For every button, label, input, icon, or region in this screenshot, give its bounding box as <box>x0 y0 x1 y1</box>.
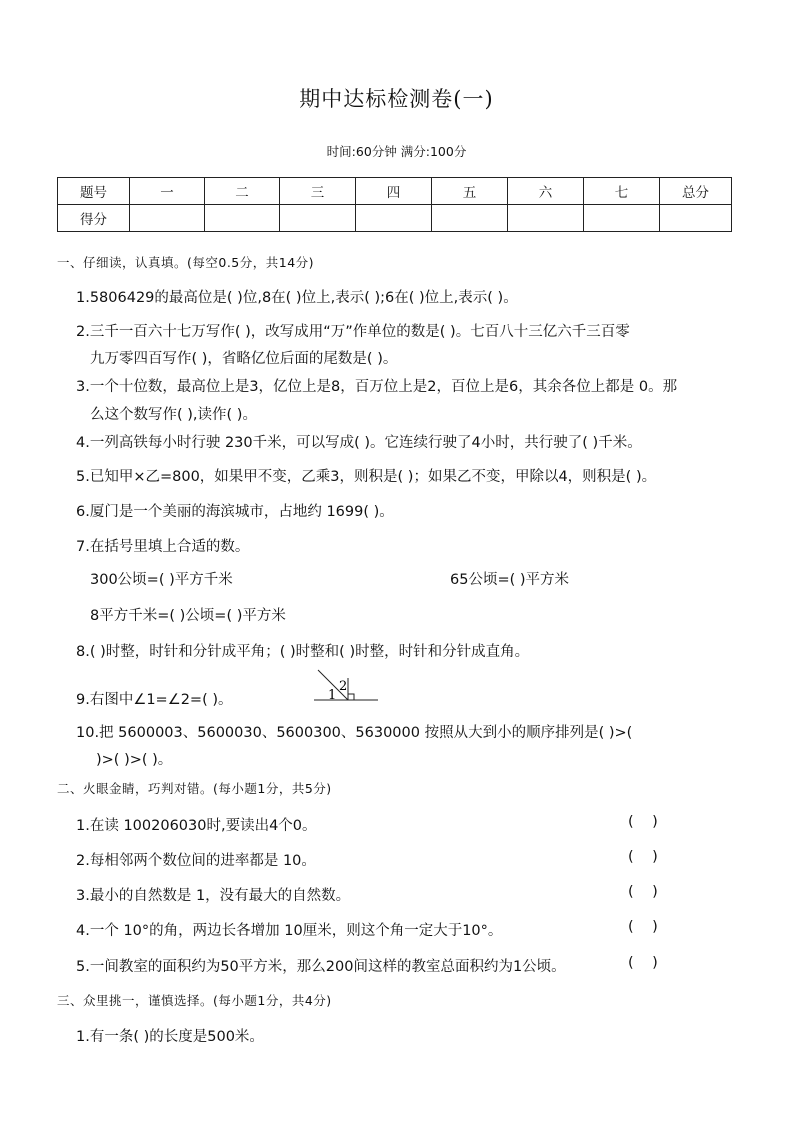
question-1-3-continued: 么这个数写作( ),读作( )。 <box>90 407 257 423</box>
score-header-cell: 五 <box>432 178 508 205</box>
choice-question-1: 1.有一条( )的长度是500米。 <box>76 1029 264 1045</box>
section-3-heading: 三、众里挑一，谨慎选择。(每小题1分，共4分) <box>57 993 332 1008</box>
score-row-label: 得分 <box>58 205 130 232</box>
judge-item: 1.在读 100206030时,要读出4个0。 <box>76 818 317 834</box>
question-1-2: 2.三千一百六十七万写作( )，改写成用“万”作单位的数是( )。七百八十三亿六千三百零 <box>76 324 630 340</box>
question-1-7-b: 65公顷=( )平方米 <box>450 572 570 588</box>
angle-2-label: 2 <box>339 679 348 694</box>
answer-paren[interactable]: ( ) <box>628 919 658 935</box>
score-cell[interactable] <box>205 205 280 232</box>
score-table-header-row <box>58 178 732 205</box>
score-header-cell: 三 <box>280 178 356 205</box>
score-cell[interactable] <box>356 205 432 232</box>
question-1-7-a: 300公顷=( )平方千米 <box>90 572 233 588</box>
judge-item: 2.每相邻两个数位间的进率都是 10。 <box>76 853 316 869</box>
score-header-cell: 总分 <box>660 178 732 205</box>
section-2-heading: 二、火眼金睛，巧判对错。(每小题1分，共5分) <box>57 781 332 796</box>
judge-item: 3.最小的自然数是 1，没有最大的自然数。 <box>76 888 351 904</box>
right-angle-mark <box>348 694 354 700</box>
score-cell[interactable] <box>660 205 732 232</box>
score-table <box>57 177 732 232</box>
answer-paren[interactable]: ( ) <box>628 884 658 900</box>
score-cell[interactable] <box>584 205 660 232</box>
score-cell[interactable] <box>130 205 205 232</box>
answer-paren[interactable]: ( ) <box>628 849 658 865</box>
question-1-9: 9.右图中∠1=∠2=( )。 <box>76 692 233 708</box>
question-1-8: 8.( )时整，时针和分针成平角；( )时整和( )时整，时针和分针成直角。 <box>76 644 530 660</box>
question-1-7: 7.在括号里填上合适的数。 <box>76 539 250 555</box>
angle-figure <box>312 668 382 704</box>
score-header-cell: 二 <box>205 178 280 205</box>
page-title: 期中达标检测卷(一) <box>299 87 494 111</box>
angle-1-label: 1 <box>328 688 337 703</box>
score-header-cell: 七 <box>584 178 660 205</box>
score-table-score-row <box>58 205 732 232</box>
score-header-cell: 六 <box>508 178 584 205</box>
judge-item: 5.一间教室的面积约为50平方米，那么200间这样的教室总面积约为1公顷。 <box>76 959 566 975</box>
question-1-6: 6.厦门是一个美丽的海滨城市，占地约 1699( )。 <box>76 504 394 520</box>
score-cell[interactable] <box>432 205 508 232</box>
question-1-3: 3.一个十位数，最高位上是3，亿位上是8，百万位上是2，百位上是6，其余各位上都是 0。那 <box>76 379 678 395</box>
answer-paren[interactable]: ( ) <box>628 814 658 830</box>
question-1-10: 10.把 5600003、5600030、5600300、5630000 按照从大到小的顺序排列是( )>( <box>76 725 633 741</box>
score-header-cell: 题号 <box>58 178 130 205</box>
question-1-4: 4.一列高铁每小时行驶 230千米，可以写成( )。它连续行驶了4小时，共行驶了( )千米。 <box>76 435 642 451</box>
answer-paren[interactable]: ( ) <box>628 955 658 971</box>
score-header-cell: 四 <box>356 178 432 205</box>
section-1-heading: 一、仔细读，认真填。(每空0.5分，共14分) <box>57 255 315 270</box>
question-1-10-continued: )>( )>( )。 <box>96 752 173 768</box>
question-1-1: 1.5806429的最高位是( )位,8在( )位上,表示( );6在( )位上,表示( )。 <box>76 290 518 306</box>
question-1-2-continued: 九万零四百写作( )，省略亿位后面的尾数是( )。 <box>90 351 398 367</box>
score-header-cell: 一 <box>130 178 205 205</box>
question-1-5: 5.已知甲×乙=800，如果甲不变，乙乘3，则积是( )；如果乙不变，甲除以4，则积是( )。 <box>76 469 657 485</box>
judge-item: 4.一个 10°的角，两边长各增加 10厘米，则这个角一定大于10°。 <box>76 923 503 939</box>
question-1-7-c: 8平方千米=( )公顷=( )平方米 <box>90 608 286 624</box>
score-cell[interactable] <box>280 205 356 232</box>
exam-info: 时间:60分钟 满分:100分 <box>326 144 467 159</box>
score-cell[interactable] <box>508 205 584 232</box>
